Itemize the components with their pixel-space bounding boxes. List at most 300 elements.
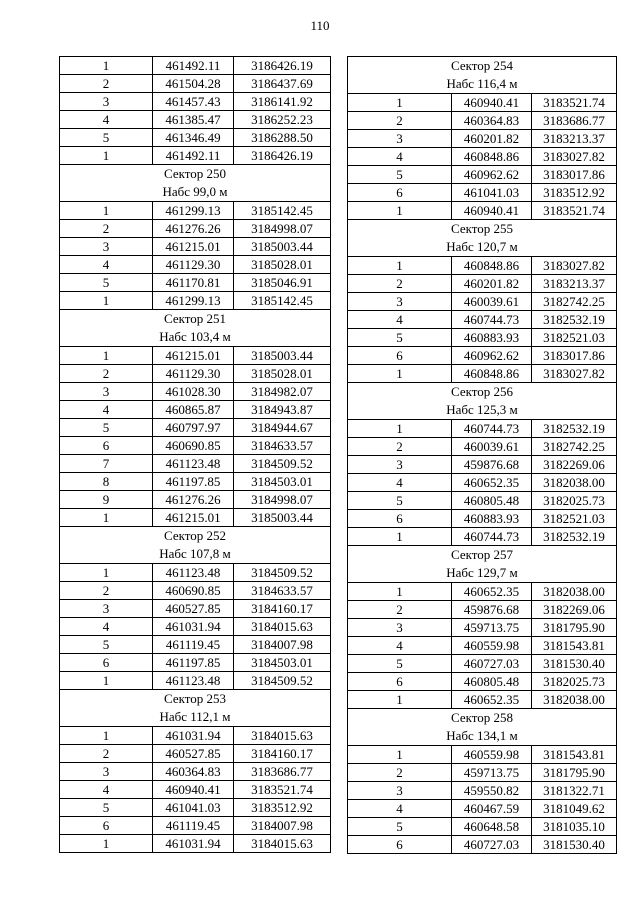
x-coordinate: 460039.61: [452, 438, 532, 456]
y-coordinate: 3183521.74: [234, 781, 331, 799]
point-number: 1: [348, 365, 452, 383]
sector-name-row: [348, 709, 617, 728]
y-coordinate: 3184998.07: [234, 491, 331, 509]
y-coordinate: 3183027.82: [532, 365, 617, 383]
table-row: [60, 618, 331, 636]
y-coordinate: 3181795.90: [532, 619, 617, 637]
sector-height: Набс 107,8 м: [60, 545, 331, 564]
x-coordinate: 460962.62: [452, 166, 532, 184]
y-coordinate: 3181543.81: [532, 637, 617, 655]
y-coordinate: 3183027.82: [532, 257, 617, 275]
table-row: [348, 691, 617, 709]
x-coordinate: 460467.59: [452, 800, 532, 818]
point-number: 1: [348, 420, 452, 438]
point-number: 2: [60, 365, 153, 383]
table-row: [60, 763, 331, 781]
x-coordinate: 461031.94: [153, 835, 234, 853]
point-number: 5: [348, 818, 452, 836]
x-coordinate: 460652.35: [452, 474, 532, 492]
table-row: [348, 130, 617, 148]
y-coordinate: 3181543.81: [532, 746, 617, 764]
table-row: [60, 147, 331, 165]
y-coordinate: 3182742.25: [532, 293, 617, 311]
y-coordinate: 3185003.44: [234, 509, 331, 527]
x-coordinate: 460883.93: [452, 510, 532, 528]
point-number: 2: [348, 112, 452, 130]
y-coordinate: 3182038.00: [532, 691, 617, 709]
point-number: 4: [348, 311, 452, 329]
table-row: [348, 112, 617, 130]
table-row: [348, 528, 617, 546]
y-coordinate: 3184503.01: [234, 654, 331, 672]
table-row: [348, 456, 617, 474]
table-row: [60, 274, 331, 292]
sector-name: Сектор 257: [348, 546, 617, 565]
table-row: [348, 293, 617, 311]
table-row: [348, 474, 617, 492]
y-coordinate: 3185003.44: [234, 238, 331, 256]
x-coordinate: 460527.85: [153, 600, 234, 618]
x-coordinate: 461492.11: [153, 57, 234, 75]
sector-name-row: [348, 220, 617, 239]
sector-height-row: [60, 183, 331, 202]
table-row: [348, 800, 617, 818]
table-row: [348, 818, 617, 836]
sector-name: Сектор 256: [348, 383, 617, 402]
x-coordinate: 461123.48: [153, 672, 234, 690]
x-coordinate: 460962.62: [452, 347, 532, 365]
y-coordinate: 3185046.91: [234, 274, 331, 292]
point-number: 1: [60, 672, 153, 690]
y-coordinate: 3183512.92: [532, 184, 617, 202]
table-row: [60, 383, 331, 401]
x-coordinate: 460805.48: [452, 492, 532, 510]
table-row: [60, 292, 331, 310]
table-row: [60, 365, 331, 383]
y-coordinate: 3183512.92: [234, 799, 331, 817]
x-coordinate: 460559.98: [452, 637, 532, 655]
sector-name: Сектор 253: [60, 690, 331, 709]
point-number: 5: [348, 492, 452, 510]
x-coordinate: 459876.68: [452, 601, 532, 619]
x-coordinate: 460848.86: [452, 365, 532, 383]
point-number: 1: [60, 564, 153, 582]
point-number: 4: [348, 474, 452, 492]
y-coordinate: 3181530.40: [532, 655, 617, 673]
sector-height-row: [348, 75, 617, 94]
table-row: [348, 148, 617, 166]
sector-height: Набс 134,1 м: [348, 727, 617, 746]
table-row: [348, 166, 617, 184]
y-coordinate: 3183213.37: [532, 275, 617, 293]
y-coordinate: 3184160.17: [234, 600, 331, 618]
table-row: [60, 202, 331, 220]
point-number: 6: [348, 510, 452, 528]
x-coordinate: 461129.30: [153, 256, 234, 274]
table-row: [348, 836, 617, 854]
y-coordinate: 3182269.06: [532, 456, 617, 474]
sector-height-row: [348, 727, 617, 746]
y-coordinate: 3183686.77: [234, 763, 331, 781]
table-row: [60, 564, 331, 582]
table-row: [348, 655, 617, 673]
point-number: 3: [348, 456, 452, 474]
y-coordinate: 3184015.63: [234, 835, 331, 853]
point-number: 9: [60, 491, 153, 509]
y-coordinate: 3185028.01: [234, 256, 331, 274]
y-coordinate: 3183521.74: [532, 202, 617, 220]
coordinates-table-right: [347, 56, 617, 854]
point-number: 3: [60, 383, 153, 401]
sector-height-row: [60, 328, 331, 347]
point-number: 3: [60, 600, 153, 618]
x-coordinate: 460201.82: [452, 275, 532, 293]
coordinates-table-left: [59, 56, 331, 853]
y-coordinate: 3185142.45: [234, 202, 331, 220]
table-row: [60, 600, 331, 618]
y-coordinate: 3184633.57: [234, 437, 331, 455]
table-row: [348, 637, 617, 655]
x-coordinate: 461457.43: [153, 93, 234, 111]
x-coordinate: 460848.86: [452, 257, 532, 275]
table-row: [348, 257, 617, 275]
x-coordinate: 461504.28: [153, 75, 234, 93]
point-number: 5: [60, 274, 153, 292]
sector-height-row: [348, 401, 617, 420]
point-number: 3: [60, 238, 153, 256]
y-coordinate: 3184944.67: [234, 419, 331, 437]
table-row: [60, 781, 331, 799]
table-row: [348, 420, 617, 438]
x-coordinate: 460652.35: [452, 691, 532, 709]
x-coordinate: 460652.35: [452, 583, 532, 601]
y-coordinate: 3181322.71: [532, 782, 617, 800]
table-row: [348, 275, 617, 293]
y-coordinate: 3184633.57: [234, 582, 331, 600]
x-coordinate: 461031.94: [153, 727, 234, 745]
point-number: 6: [60, 654, 153, 672]
y-coordinate: 3181530.40: [532, 836, 617, 854]
x-coordinate: 460805.48: [452, 673, 532, 691]
point-number: 5: [60, 129, 153, 147]
point-number: 1: [60, 292, 153, 310]
point-number: 5: [348, 655, 452, 673]
x-coordinate: 460940.41: [452, 202, 532, 220]
table-row: [60, 509, 331, 527]
table-row: [60, 256, 331, 274]
y-coordinate: 3184007.98: [234, 817, 331, 835]
y-coordinate: 3183017.86: [532, 166, 617, 184]
y-coordinate: 3184509.52: [234, 672, 331, 690]
sector-name-row: [60, 527, 331, 546]
sector-name-row: [60, 690, 331, 709]
y-coordinate: 3183017.86: [532, 347, 617, 365]
table-row: [60, 817, 331, 835]
point-number: 3: [60, 763, 153, 781]
sector-name: Сектор 250: [60, 165, 331, 184]
x-coordinate: 459713.75: [452, 764, 532, 782]
table-row: [60, 799, 331, 817]
y-coordinate: 3182038.00: [532, 474, 617, 492]
table-row: [60, 347, 331, 365]
sector-height: Набс 112,1 м: [60, 708, 331, 727]
table-row: [60, 57, 331, 75]
point-number: 2: [348, 764, 452, 782]
y-coordinate: 3184015.63: [234, 618, 331, 636]
x-coordinate: 460865.87: [153, 401, 234, 419]
sector-height-row: [348, 238, 617, 257]
y-coordinate: 3185142.45: [234, 292, 331, 310]
sector-name: Сектор 254: [348, 57, 617, 76]
y-coordinate: 3183686.77: [532, 112, 617, 130]
table-row: [60, 491, 331, 509]
point-number: 4: [60, 256, 153, 274]
table-row: [60, 582, 331, 600]
y-coordinate: 3184007.98: [234, 636, 331, 654]
table-row: [60, 835, 331, 853]
x-coordinate: 461276.26: [153, 491, 234, 509]
x-coordinate: 461492.11: [153, 147, 234, 165]
table-row: [348, 329, 617, 347]
y-coordinate: 3184503.01: [234, 473, 331, 491]
sector-height: Набс 120,7 м: [348, 238, 617, 257]
point-number: 1: [348, 746, 452, 764]
y-coordinate: 3184509.52: [234, 564, 331, 582]
sector-height-row: [60, 545, 331, 564]
point-number: 4: [348, 148, 452, 166]
point-number: 1: [348, 691, 452, 709]
sector-height: Набс 99,0 м: [60, 183, 331, 202]
sector-name: Сектор 252: [60, 527, 331, 546]
table-row: [348, 311, 617, 329]
table-row: [348, 746, 617, 764]
sector-height: Набс 103,4 м: [60, 328, 331, 347]
y-coordinate: 3182025.73: [532, 492, 617, 510]
y-coordinate: 3184015.63: [234, 727, 331, 745]
x-coordinate: 461123.48: [153, 455, 234, 473]
x-coordinate: 459550.82: [452, 782, 532, 800]
table-row: [60, 129, 331, 147]
point-number: 2: [60, 745, 153, 763]
table-row: [60, 419, 331, 437]
x-coordinate: 460727.03: [452, 655, 532, 673]
point-number: 3: [348, 293, 452, 311]
x-coordinate: 460883.93: [452, 329, 532, 347]
table-row: [348, 184, 617, 202]
y-coordinate: 3182532.19: [532, 311, 617, 329]
x-coordinate: 460527.85: [153, 745, 234, 763]
y-coordinate: 3183213.37: [532, 130, 617, 148]
y-coordinate: 3182532.19: [532, 420, 617, 438]
point-number: 2: [348, 438, 452, 456]
point-number: 2: [348, 601, 452, 619]
y-coordinate: 3183521.74: [532, 94, 617, 112]
y-coordinate: 3182521.03: [532, 510, 617, 528]
x-coordinate: 460744.73: [452, 528, 532, 546]
x-coordinate: 461119.45: [153, 817, 234, 835]
table-row: [60, 672, 331, 690]
point-number: 5: [348, 166, 452, 184]
x-coordinate: 460364.83: [452, 112, 532, 130]
table-row: [60, 401, 331, 419]
point-number: 6: [348, 836, 452, 854]
y-coordinate: 3182521.03: [532, 329, 617, 347]
x-coordinate: 461123.48: [153, 564, 234, 582]
point-number: 2: [348, 275, 452, 293]
point-number: 4: [348, 800, 452, 818]
y-coordinate: 3185003.44: [234, 347, 331, 365]
y-coordinate: 3184943.87: [234, 401, 331, 419]
table-row: [60, 455, 331, 473]
sector-name: Сектор 255: [348, 220, 617, 239]
table-row: [348, 673, 617, 691]
point-number: 6: [60, 817, 153, 835]
point-number: 3: [348, 130, 452, 148]
x-coordinate: 461129.30: [153, 365, 234, 383]
table-row: [348, 619, 617, 637]
point-number: 7: [60, 455, 153, 473]
point-number: 1: [60, 202, 153, 220]
x-coordinate: 461041.03: [452, 184, 532, 202]
x-coordinate: 461170.81: [153, 274, 234, 292]
page-number: 110: [310, 18, 330, 33]
table-row: [60, 636, 331, 654]
x-coordinate: 460727.03: [452, 836, 532, 854]
y-coordinate: 3186288.50: [234, 129, 331, 147]
x-coordinate: 460744.73: [452, 311, 532, 329]
sector-name: Сектор 258: [348, 709, 617, 728]
y-coordinate: 3181035.10: [532, 818, 617, 836]
table-row: [60, 238, 331, 256]
point-number: 8: [60, 473, 153, 491]
point-number: 5: [60, 799, 153, 817]
y-coordinate: 3182269.06: [532, 601, 617, 619]
sector-name: Сектор 251: [60, 310, 331, 329]
sector-name-row: [348, 383, 617, 402]
table-row: [60, 745, 331, 763]
point-number: 4: [348, 637, 452, 655]
table-row: [60, 93, 331, 111]
point-number: 6: [348, 347, 452, 365]
y-coordinate: 3181049.62: [532, 800, 617, 818]
x-coordinate: 460690.85: [153, 437, 234, 455]
sector-height: Набс 116,4 м: [348, 75, 617, 94]
point-number: 1: [348, 583, 452, 601]
point-number: 5: [60, 636, 153, 654]
y-coordinate: 3183027.82: [532, 148, 617, 166]
x-coordinate: 461197.85: [153, 654, 234, 672]
y-coordinate: 3186141.92: [234, 93, 331, 111]
x-coordinate: 461119.45: [153, 636, 234, 654]
table-row: [348, 782, 617, 800]
y-coordinate: 3185028.01: [234, 365, 331, 383]
y-coordinate: 3182742.25: [532, 438, 617, 456]
point-number: 1: [60, 147, 153, 165]
y-coordinate: 3181795.90: [532, 764, 617, 782]
point-number: 4: [60, 401, 153, 419]
table-row: [348, 347, 617, 365]
point-number: 3: [348, 619, 452, 637]
x-coordinate: 460940.41: [153, 781, 234, 799]
table-row: [60, 111, 331, 129]
table-row: [60, 437, 331, 455]
sector-name-row: [348, 57, 617, 76]
y-coordinate: 3186426.19: [234, 147, 331, 165]
point-number: 1: [60, 509, 153, 527]
x-coordinate: 461197.85: [153, 473, 234, 491]
point-number: 3: [60, 93, 153, 111]
x-coordinate: 460744.73: [452, 420, 532, 438]
table-row: [348, 365, 617, 383]
point-number: 2: [60, 582, 153, 600]
y-coordinate: 3184509.52: [234, 455, 331, 473]
table-row: [348, 601, 617, 619]
y-coordinate: 3184982.07: [234, 383, 331, 401]
x-coordinate: 461215.01: [153, 509, 234, 527]
x-coordinate: 461346.49: [153, 129, 234, 147]
x-coordinate: 460848.86: [452, 148, 532, 166]
x-coordinate: 461041.03: [153, 799, 234, 817]
point-number: 6: [60, 437, 153, 455]
point-number: 1: [60, 727, 153, 745]
y-coordinate: 3186252.23: [234, 111, 331, 129]
point-number: 5: [60, 419, 153, 437]
point-number: 1: [60, 835, 153, 853]
table-row: [60, 220, 331, 238]
x-coordinate: 461215.01: [153, 238, 234, 256]
sector-name-row: [60, 165, 331, 184]
x-coordinate: 459876.68: [452, 456, 532, 474]
table-row: [348, 583, 617, 601]
sector-height: Набс 125,3 м: [348, 401, 617, 420]
table-row: [348, 510, 617, 528]
table-row: [348, 764, 617, 782]
table-row: [60, 654, 331, 672]
x-coordinate: 460201.82: [452, 130, 532, 148]
point-number: 1: [60, 57, 153, 75]
x-coordinate: 461299.13: [153, 292, 234, 310]
x-coordinate: 460559.98: [452, 746, 532, 764]
y-coordinate: 3184998.07: [234, 220, 331, 238]
y-coordinate: 3186426.19: [234, 57, 331, 75]
y-coordinate: 3182038.00: [532, 583, 617, 601]
x-coordinate: 460690.85: [153, 582, 234, 600]
table-row: [60, 727, 331, 745]
table-row: [60, 473, 331, 491]
y-coordinate: 3182025.73: [532, 673, 617, 691]
x-coordinate: 460797.97: [153, 419, 234, 437]
x-coordinate: 461031.94: [153, 618, 234, 636]
y-coordinate: 3184160.17: [234, 745, 331, 763]
point-number: 1: [348, 257, 452, 275]
point-number: 4: [60, 618, 153, 636]
point-number: 1: [348, 202, 452, 220]
point-number: 4: [60, 111, 153, 129]
x-coordinate: 459713.75: [452, 619, 532, 637]
sector-height-row: [348, 564, 617, 583]
table-row: [348, 202, 617, 220]
sector-height: Набс 129,7 м: [348, 564, 617, 583]
x-coordinate: 461215.01: [153, 347, 234, 365]
x-coordinate: 461276.26: [153, 220, 234, 238]
point-number: 4: [60, 781, 153, 799]
x-coordinate: 460364.83: [153, 763, 234, 781]
sector-name-row: [60, 310, 331, 329]
point-number: 5: [348, 329, 452, 347]
y-coordinate: 3186437.69: [234, 75, 331, 93]
point-number: 1: [348, 528, 452, 546]
sector-name-row: [348, 546, 617, 565]
